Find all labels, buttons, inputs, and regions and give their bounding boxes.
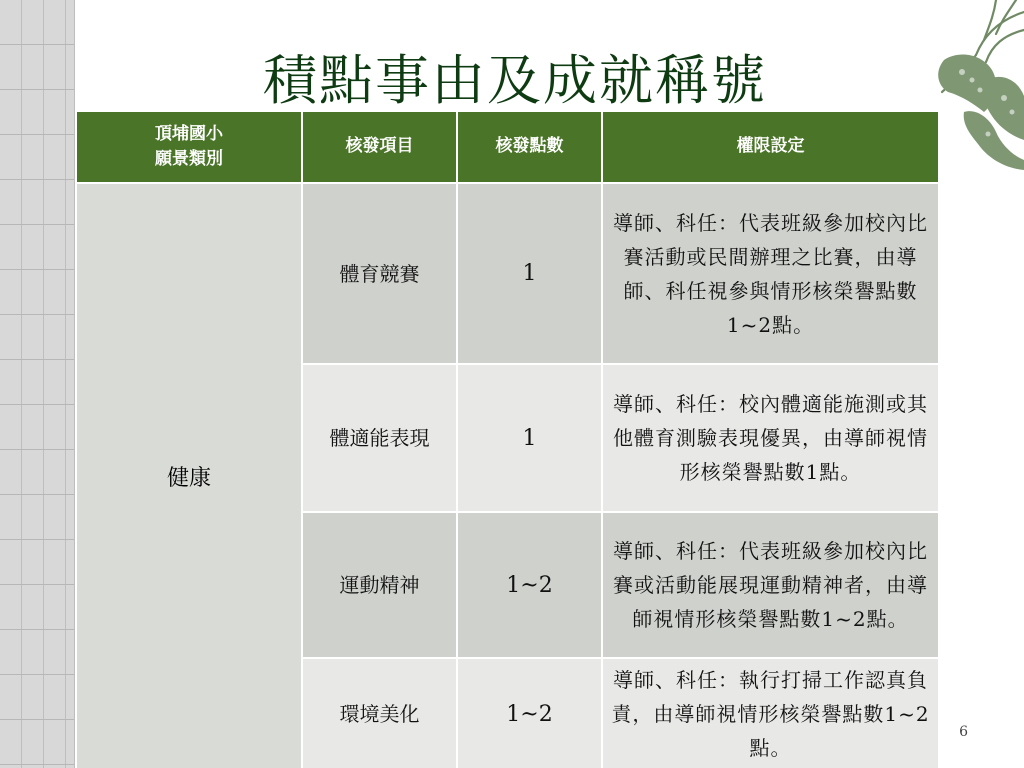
points-cell: 1~2: [457, 512, 602, 658]
header-points: 核發點數: [457, 112, 602, 183]
permission-cell: 導師、科任：校內體適能施測或其他體育測驗表現優異，由導師視情形核榮譽點數1點。: [602, 364, 939, 512]
permission-cell: 導師、科任：代表班級參加校內比賽或活動能展現運動精神者，由導師視情形核榮譽點數1~2點。: [602, 512, 939, 658]
points-cell: 1~2: [457, 658, 602, 768]
points-table: [77, 112, 940, 768]
points-cell: 1: [457, 364, 602, 512]
category-cell: 健康: [77, 183, 302, 768]
header-item: 核發項目: [302, 112, 457, 183]
left-grid-decoration: [0, 0, 75, 768]
slide-number: 6: [959, 724, 968, 740]
item-cell: 體育競賽: [302, 183, 457, 364]
table-header-row: [77, 112, 939, 183]
points-cell: 1: [457, 183, 602, 364]
item-cell: 環境美化: [302, 658, 457, 768]
item-cell: 體適能表現: [302, 364, 457, 512]
header-vision-line1: 頂埔國小: [155, 123, 223, 144]
item-cell: 運動精神: [302, 512, 457, 658]
table-row: [77, 183, 939, 364]
slide-title: 積點事由及成就稱號: [263, 49, 767, 112]
header-vision-category: [77, 112, 302, 183]
permission-cell: 導師、科任：代表班級參加校內比賽活動或民間辦理之比賽，由導師、科任視參與情形核榮譽點數1~2點。: [602, 183, 939, 364]
permission-cell: 導師、科任：執行打掃工作認真負責，由導師視情形核榮譽點數1~2點。: [602, 658, 939, 768]
header-permission: 權限設定: [602, 112, 939, 183]
header-vision-line2: 願景類別: [155, 149, 223, 169]
